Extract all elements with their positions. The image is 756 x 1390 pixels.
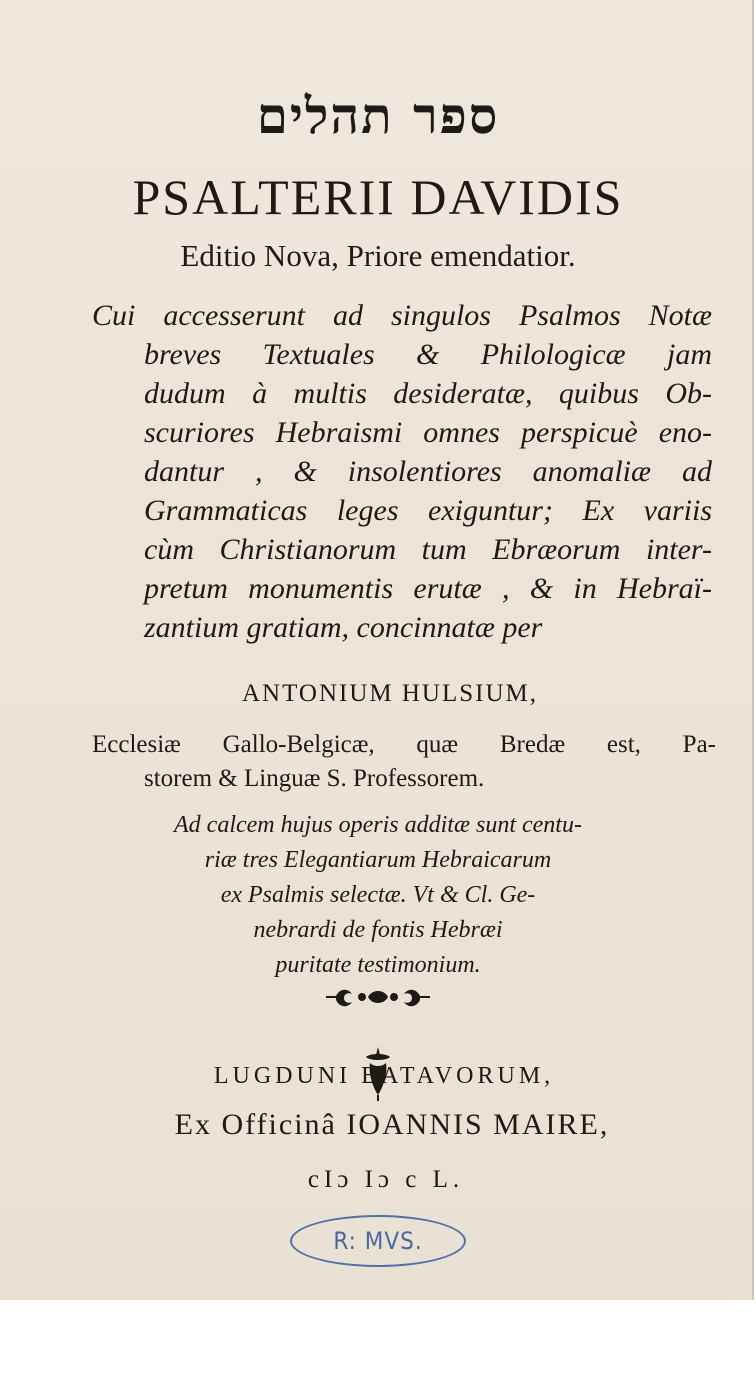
book-title: PSALTERII DAVIDIS: [132, 169, 624, 225]
printer-ornament: [0, 982, 756, 1110]
appendix-line: ex Psalmis selectæ. Vt & Cl. Ge-: [220, 882, 536, 908]
imprint-publisher: Ex Officinâ IOANNIS MAIRE,: [174, 1108, 610, 1141]
author-office: [92, 728, 716, 796]
imprint-date: cIɔ Iɔ c L.: [307, 1166, 465, 1193]
description-line: dudum à multis desideratæ, quibus Ob-: [144, 377, 712, 410]
author-office-line: storem & Linguæ S. Professorem.: [144, 765, 485, 792]
description-line: scuriores Hebraismi omnes perspicuè eno-: [144, 416, 712, 449]
appendix-line: Ad calcem hujus operis additæ sunt centu-: [174, 812, 582, 838]
description-line: Cui accesserunt ad singulos Psalmos Notæ: [92, 299, 712, 332]
appendix-line: riæ tres Elegantiarum Hebraicarum: [204, 847, 552, 873]
imprint-place: LUGDUNI BATAVORUM,: [213, 1063, 555, 1089]
description-line: breves Textuales & Philologicæ jam: [144, 338, 712, 371]
description-line: cùm Christianorum tum Ebræorum inter-: [144, 533, 712, 566]
author-office-line: Ecclesiæ Gallo-Belgicæ, quæ Bredæ est, Pa-: [92, 731, 716, 758]
library-stamp: R: MVS.: [290, 1215, 466, 1267]
edition-subtitle: Editio Nova, Priore emendatior.: [180, 238, 576, 273]
appendix-line: puritate testimonium.: [275, 952, 481, 978]
hebrew-title: ספר תהלים: [256, 86, 500, 145]
appendix-line: nebrardi de fontis Hebræi: [253, 917, 503, 943]
description-line: zantium gratiam, concinnatæ per: [144, 611, 543, 644]
description-block: [92, 296, 712, 647]
description-line: dantur , & insolentiores anomaliæ ad: [144, 455, 712, 488]
description-line: pretum monumentis erutæ , & in Hebraï-: [144, 572, 712, 605]
appendix-note: [0, 808, 756, 983]
description-line: Grammaticas leges exiguntur; Ex variis: [144, 494, 712, 527]
author-name: ANTONIUM HULSIUM,: [241, 680, 539, 707]
